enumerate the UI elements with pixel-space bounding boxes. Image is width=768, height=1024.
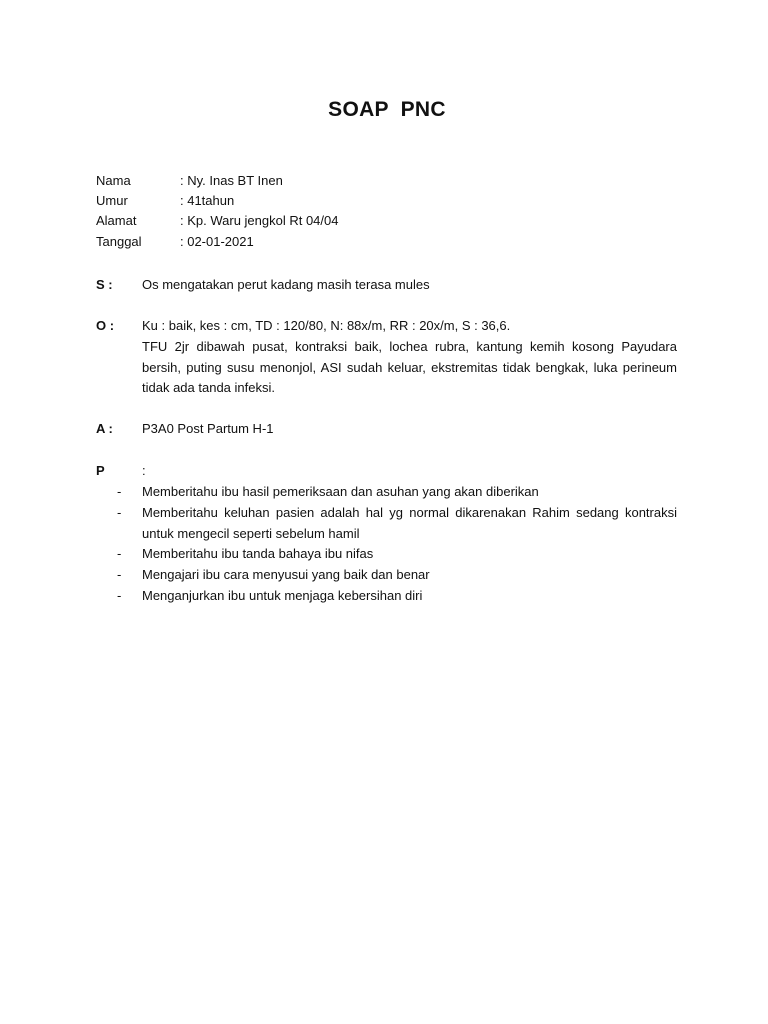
plan-item-text: Menganjurkan ibu untuk menjaga kebersihan diri [142,588,423,603]
identity-label: Tanggal [96,234,142,249]
identity-label: Alamat [96,213,137,228]
assessment-text: P3A0 Post Partum H-1 [142,421,274,436]
plan-colon: : [142,463,146,478]
bullet-dash: - [117,567,122,582]
assessment-label: A : [96,421,113,436]
bullet-dash: - [117,588,122,603]
plan-label: P [96,463,105,478]
subjective-text: Os mengatakan perut kadang masih terasa mules [142,277,430,292]
objective-findings: TFU 2jr dibawah pusat, kontraksi baik, lochea rubra, kantung kemih kosong Payudara bersih, puting susu menonjol, ASI sudah keluar, ekstremitas tidak bengkak, luka perineum tidak ada tanda infeksi. [142,339,677,395]
plan-item-text: Memberitahu ibu tanda bahaya ibu nifas [142,546,374,561]
identity-value: : 02-01-2021 [180,234,254,249]
identity-label: Nama [96,173,131,188]
bullet-dash: - [117,484,122,499]
identity-label: Umur [96,193,128,208]
bullet-dash: - [117,505,122,520]
identity-value: : Ny. Inas BT Inen [180,173,283,188]
identity-value: : 41tahun [180,193,235,208]
bullet-dash: - [117,546,122,561]
document-title: SOAP PNC [328,98,446,121]
plan-item-text: Memberitahu ibu hasil pemeriksaan dan asuhan yang akan diberikan [142,484,539,499]
plan-item-text: Memberitahu keluhan pasien adalah hal yg normal dikarenakan Rahim sedang kontraksi untuk mengecil seperti sebelum hamil [142,505,677,541]
identity-value: : Kp. Waru jengkol Rt 04/04 [180,213,339,228]
plan-item-text: Mengajari ibu cara menyusui yang baik dan benar [142,567,430,582]
subjective-label: S : [96,277,113,292]
objective-vitals: Ku : baik, kes : cm, TD : 120/80, N: 88x/m, RR : 20x/m, S : 36,6. [142,318,511,333]
objective-label: O : [96,318,115,333]
